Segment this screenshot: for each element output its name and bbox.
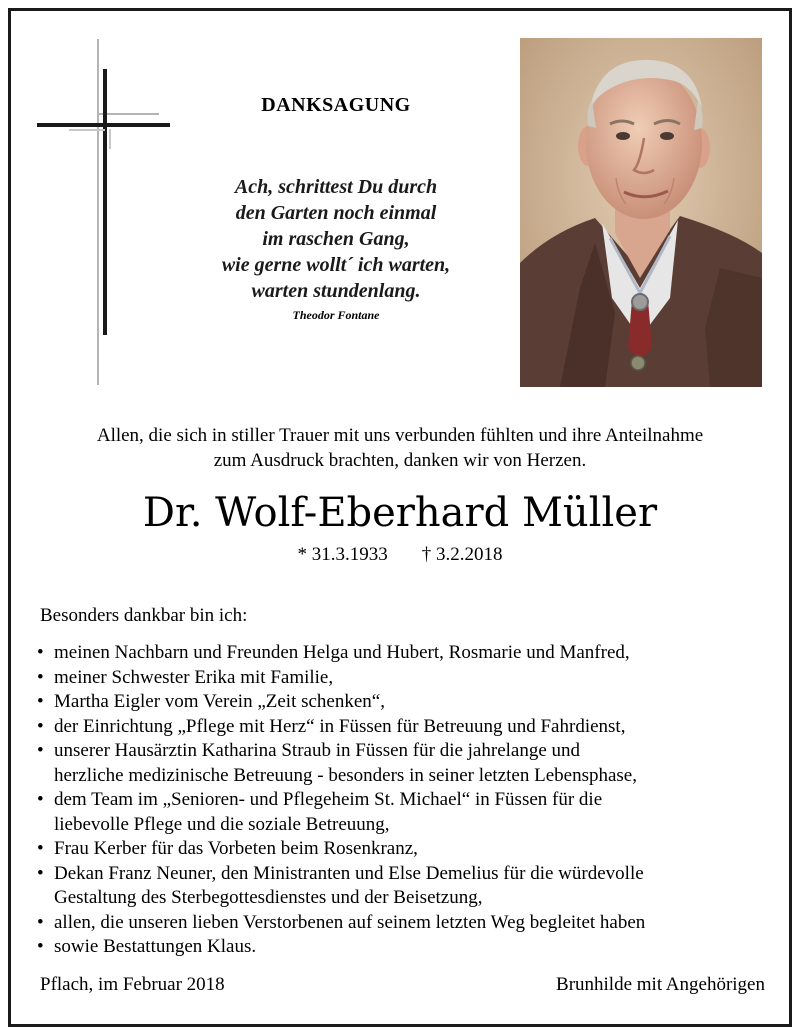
bullet-icon: • — [37, 740, 44, 761]
list-item-line: Gestaltung des Sterbegottesdienstes und der Beisetzung, — [54, 887, 483, 908]
thanks-intro: Besonders dankbar bin ich: — [40, 605, 248, 626]
list-item — [37, 739, 777, 788]
list-item — [37, 911, 777, 936]
life-dates — [31, 544, 769, 566]
place-and-date: Pflach, im Februar 2018 — [40, 974, 225, 995]
deceased-name: Dr. Wolf-Eberhard Müller — [142, 490, 658, 536]
thanks-line: zum Ausdruck brachten, danken wir von Herzen. — [213, 450, 587, 471]
list-item — [37, 862, 777, 911]
cross-horizontal-bar — [37, 123, 170, 127]
list-item-line: Frau Kerber für das Vorbeten beim Rosenkranz, — [54, 838, 418, 859]
thanks-list — [37, 641, 777, 960]
cross-inner-vertical — [109, 129, 111, 149]
list-item-line: dem Team im „Senioren- und Pflegeheim St. Michael“ in Füssen für die — [54, 789, 603, 810]
poem-line: warten stundenlang. — [251, 280, 421, 302]
bullet-icon: • — [37, 789, 44, 810]
poem — [171, 174, 501, 304]
birth-date: * 31.3.1933 — [297, 544, 388, 565]
list-item-line: Martha Eigler vom Verein „Zeit schenken“, — [54, 691, 385, 712]
list-item-line: der Einrichtung „Pflege mit Herz“ in Füssen für Betreuung und Fahrdienst, — [54, 715, 626, 737]
list-item-line: sowie Bestattungen Klaus. — [54, 936, 257, 957]
signature: Brunhilde mit Angehörigen — [556, 974, 765, 995]
page-title: DANKSAGUNG — [261, 94, 411, 116]
list-item-line: allen, die unseren lieben Verstorbenen auf seinem letzten Weg begleitet haben — [54, 911, 646, 933]
list-item-line: Dekan Franz Neuner, den Ministranten und Else Demelius für die würdevolle — [54, 862, 644, 884]
poem-author: Theodor Fontane — [292, 308, 380, 322]
cross-shadow-vertical — [97, 39, 99, 385]
list-item-line: liebevolle Pflege und die soziale Betreuung, — [54, 813, 390, 835]
poem-line: wie gerne wollt´ ich warten, — [221, 254, 451, 276]
list-item-line: unserer Hausärztin Katharina Straub in Füssen für die jahrelange und — [54, 740, 581, 761]
thanks-paragraph — [31, 423, 769, 473]
portrait-photo — [520, 38, 762, 387]
cross-vertical-bar — [103, 69, 107, 335]
thanks-line: Allen, die sich in stiller Trauer mit uns verbunden fühlten und ihre Anteilnahme — [96, 425, 704, 446]
obituary-frame — [8, 8, 792, 1027]
list-item — [37, 788, 777, 837]
bullet-icon: • — [37, 911, 44, 933]
list-item — [37, 641, 777, 666]
list-item — [37, 690, 777, 715]
poem-line: Ach, schrittest Du durch — [234, 176, 438, 198]
list-item-line: herzliche medizinische Betreuung - besonders in seiner letzten Lebensphase, — [54, 764, 637, 786]
bullet-icon: • — [37, 691, 44, 712]
list-item — [37, 837, 777, 862]
death-date: † 3.2.2018 — [421, 544, 503, 565]
poem-line: den Garten noch einmal — [235, 202, 437, 224]
bullet-icon: • — [37, 642, 44, 663]
list-item — [37, 935, 777, 960]
list-item — [37, 666, 777, 691]
portrait-illustration — [520, 38, 762, 387]
cross-inner-line — [69, 129, 105, 131]
bullet-icon: • — [37, 715, 44, 737]
bullet-icon: • — [37, 666, 44, 688]
list-item-line: meiner Schwester Erika mit Familie, — [54, 666, 334, 688]
bullet-icon: • — [37, 862, 44, 884]
bullet-icon: • — [37, 936, 44, 957]
poem-line: im raschen Gang, — [262, 228, 410, 250]
list-item — [37, 715, 777, 740]
bullet-icon: • — [37, 838, 44, 859]
list-item-line: meinen Nachbarn und Freunden Helga und Hubert, Rosmarie und Manfred, — [54, 642, 630, 663]
